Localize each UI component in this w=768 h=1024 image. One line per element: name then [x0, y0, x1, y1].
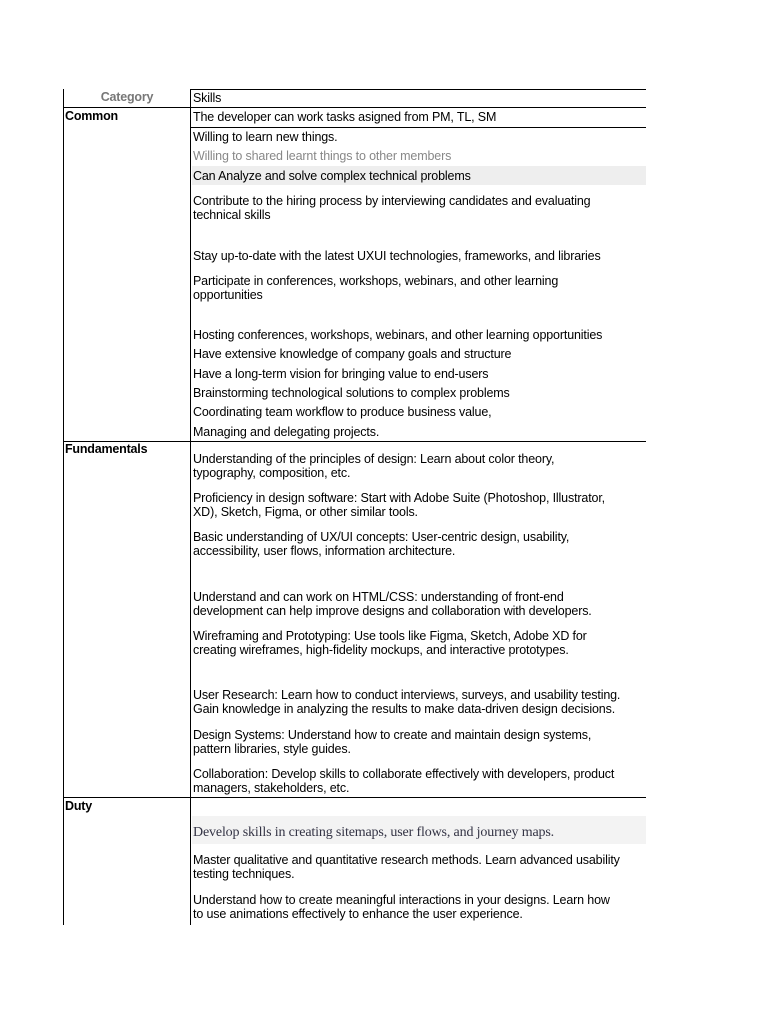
skill-item[interactable]: Proficiency in design software: Start with Adobe Suite (Photoshop, Illustrator, XD), Sketch, Figma, or other similar tools.: [193, 491, 605, 519]
section-duty: [63, 798, 646, 925]
section-common: [63, 108, 646, 441]
skill-item[interactable]: Master qualitative and quantitative research methods. Learn advanced usability testing techniques.: [193, 853, 620, 881]
skill-item[interactable]: Willing to learn new things.: [193, 130, 338, 144]
category-header-cell[interactable]: [63, 89, 191, 108]
skill-item[interactable]: Have a long-term vision for bringing value to end-users: [193, 367, 489, 381]
category-cell-fundamentals[interactable]: [63, 441, 191, 798]
skill-item[interactable]: Stay up-to-date with the latest UXUI technologies, frameworks, and libraries: [193, 249, 601, 263]
skill-item[interactable]: Understanding of the principles of design: Learn about color theory, typography, composition, etc.: [193, 452, 555, 480]
skill-item[interactable]: Brainstorming technological solutions to complex problems: [193, 386, 510, 400]
skill-item[interactable]: Develop skills in creating sitemaps, user flows, and journey maps.: [193, 825, 555, 840]
category-label: Fundamentals: [65, 442, 148, 456]
skill-item[interactable]: Understand and can work on HTML/CSS: understanding of front-end development can help improve designs and collaboration with developers.: [193, 590, 592, 618]
skill-item[interactable]: Basic understanding of UX/UI concepts: User-centric design, usability, accessibility, user flows, information architecture.: [193, 530, 570, 558]
skill-item[interactable]: Understand how to create meaningful interactions in your designs. Learn how to use animations effectively to enhance the user experience.: [193, 893, 610, 921]
skill-item[interactable]: Willing to shared learnt things to other members: [193, 149, 452, 163]
skill-item[interactable]: The developer can work tasks asigned from PM, TL, SM: [193, 110, 497, 124]
skill-item[interactable]: Hosting conferences, workshops, webinars, and other learning opportunities: [193, 328, 603, 342]
skill-item[interactable]: User Research: Learn how to conduct interviews, surveys, and usability testing. Gain knowledge in analyzing the results to make data-driven design decisions.: [193, 688, 621, 716]
skill-item[interactable]: Participate in conferences, workshops, webinars, and other learning opportunities: [193, 274, 559, 302]
skills-header-label[interactable]: Skills: [193, 91, 222, 105]
skill-item[interactable]: Coordinating team workflow to produce business value,: [193, 405, 492, 419]
category-cell-duty[interactable]: [63, 798, 191, 925]
category-cell-common[interactable]: [63, 108, 191, 441]
skill-item[interactable]: Have extensive knowledge of company goals and structure: [193, 347, 512, 361]
category-header-label: Category: [100, 90, 154, 104]
category-label: Common: [65, 109, 118, 123]
skill-item[interactable]: Can Analyze and solve complex technical problems: [193, 169, 471, 183]
table-header-row: [63, 89, 646, 108]
category-label: Duty: [65, 799, 92, 813]
skill-item[interactable]: Wireframing and Prototyping: Use tools like Figma, Sketch, Adobe XD for creating wireframes, high-fidelity mockups, and interactive prototypes.: [193, 629, 587, 657]
skill-item[interactable]: Collaboration: Develop skills to collaborate effectively with developers, product managers, stakeholders, etc.: [193, 767, 615, 795]
skill-item[interactable]: Contribute to the hiring process by interviewing candidates and evaluating technical skills: [193, 194, 591, 222]
skill-item[interactable]: Design Systems: Understand how to create and maintain design systems, pattern libraries, style guides.: [193, 728, 592, 756]
skill-item[interactable]: Managing and delegating projects.: [193, 425, 380, 439]
section-fundamentals: [63, 441, 646, 798]
